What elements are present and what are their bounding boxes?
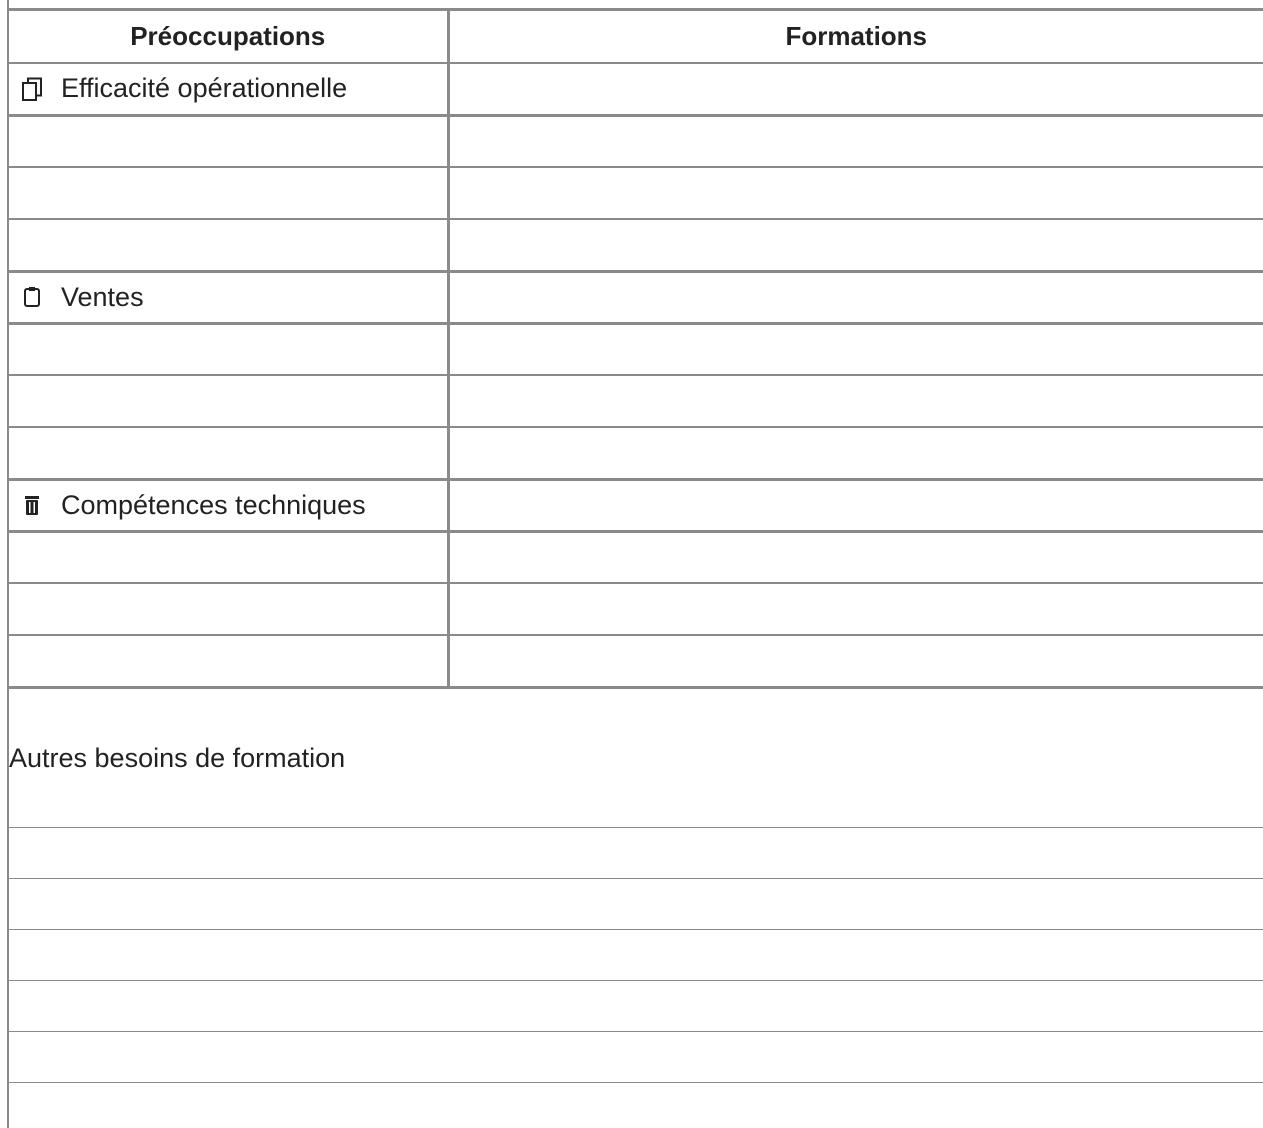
training-needs-table bbox=[9, 11, 1263, 689]
write-line[interactable] bbox=[9, 929, 1263, 930]
section-row-technical-skills bbox=[9, 479, 1263, 531]
concern-entry-cell[interactable] bbox=[9, 167, 448, 219]
write-line[interactable] bbox=[9, 878, 1263, 879]
training-cell[interactable] bbox=[448, 271, 1263, 323]
table-row bbox=[9, 219, 1263, 271]
section-cell bbox=[9, 271, 448, 323]
concern-entry-cell[interactable] bbox=[9, 115, 448, 167]
table-row bbox=[9, 323, 1263, 375]
table-header-row bbox=[9, 11, 1263, 63]
section-label-sales: Ventes bbox=[61, 281, 144, 312]
write-line[interactable] bbox=[9, 1031, 1263, 1032]
trainings-column-header: Formations bbox=[448, 11, 1263, 63]
training-entry-cell[interactable] bbox=[448, 531, 1263, 583]
concern-entry-cell[interactable] bbox=[9, 375, 448, 427]
training-entry-cell[interactable] bbox=[448, 219, 1263, 271]
concern-entry-cell[interactable] bbox=[9, 583, 448, 635]
concern-entry-cell[interactable] bbox=[9, 323, 448, 375]
trash-can-icon bbox=[21, 492, 43, 518]
training-entry-cell[interactable] bbox=[448, 167, 1263, 219]
concerns-column-header: Préoccupations bbox=[9, 11, 448, 63]
table-row bbox=[9, 115, 1263, 167]
table-row bbox=[9, 531, 1263, 583]
concern-entry-cell[interactable] bbox=[9, 635, 448, 687]
training-entry-cell[interactable] bbox=[448, 635, 1263, 687]
clipboard-icon bbox=[21, 284, 43, 310]
write-line[interactable] bbox=[9, 1082, 1263, 1083]
table-row bbox=[9, 635, 1263, 687]
training-cell[interactable] bbox=[448, 63, 1263, 115]
table-row bbox=[9, 167, 1263, 219]
section-cell bbox=[9, 63, 448, 115]
training-entry-cell[interactable] bbox=[448, 583, 1263, 635]
table-row bbox=[9, 583, 1263, 635]
section-row-operational-efficiency bbox=[9, 63, 1263, 115]
section-label-technical-skills: Compétences techniques bbox=[61, 489, 366, 520]
training-entry-cell[interactable] bbox=[448, 115, 1263, 167]
concern-entry-cell[interactable] bbox=[9, 427, 448, 479]
table-row bbox=[9, 375, 1263, 427]
other-training-needs-title: Autres besoins de formation bbox=[9, 690, 1263, 828]
training-entry-cell[interactable] bbox=[448, 427, 1263, 479]
table-row bbox=[9, 427, 1263, 479]
section-row-sales bbox=[9, 271, 1263, 323]
training-entry-cell[interactable] bbox=[448, 323, 1263, 375]
other-training-needs-section bbox=[9, 690, 1263, 1128]
concern-entry-cell[interactable] bbox=[9, 219, 448, 271]
training-cell[interactable] bbox=[448, 479, 1263, 531]
concern-entry-cell[interactable] bbox=[9, 531, 448, 583]
section-label-operational-efficiency: Efficacité opérationnelle bbox=[61, 73, 348, 104]
section-cell bbox=[9, 479, 448, 531]
write-line[interactable] bbox=[9, 980, 1263, 981]
copy-icon bbox=[21, 76, 43, 102]
training-entry-cell[interactable] bbox=[448, 375, 1263, 427]
